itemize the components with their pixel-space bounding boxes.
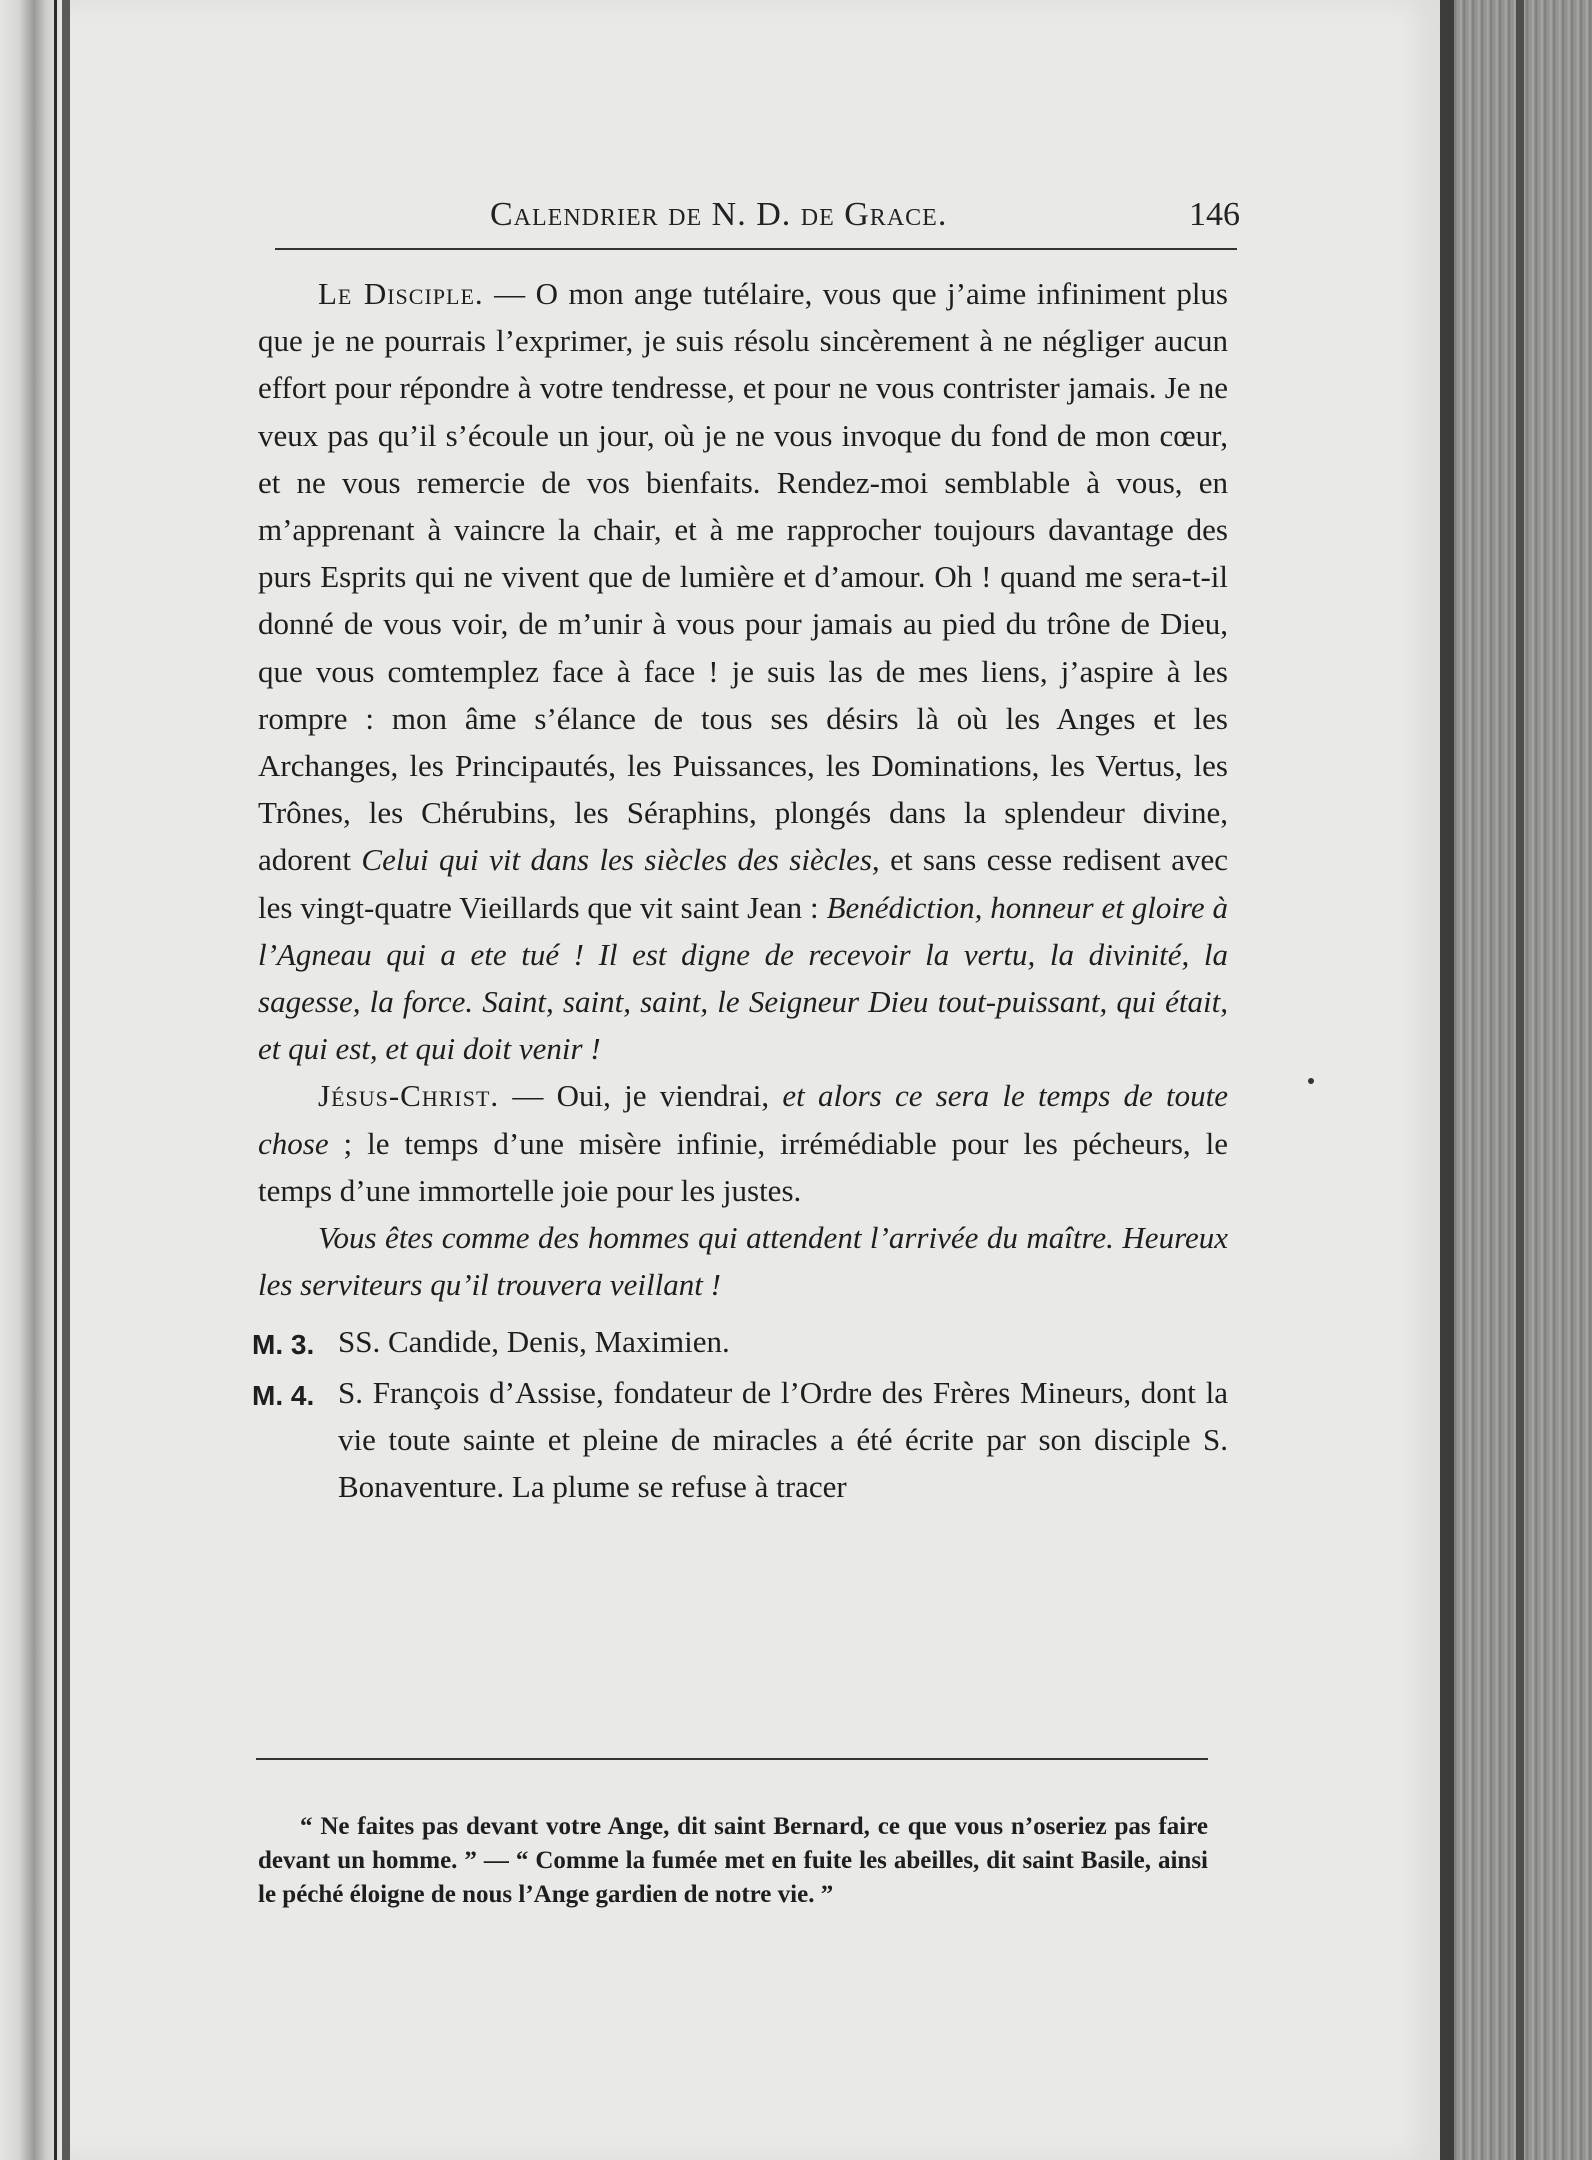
page-header bbox=[270, 192, 1240, 252]
page-number: 146 bbox=[1189, 196, 1240, 233]
entry-text: SS. Candide, Denis, Maximien. bbox=[338, 1324, 730, 1360]
calendar-entry bbox=[252, 1318, 1228, 1368]
ink-speck bbox=[1308, 1078, 1314, 1084]
jesus-italic-1: et alors ce sera le temps de toute chose bbox=[258, 1078, 1228, 1161]
header-rule bbox=[275, 248, 1237, 250]
jesus-speaker: Jésus-Christ. bbox=[318, 1078, 500, 1114]
jesus-text-2: ; le temps d’une misère infinie, irrémédiable pour les pécheurs, le temps d’une immortelle joie pour les justes. bbox=[258, 1125, 1228, 1208]
running-title: Calendrier de N. D. de Grace. bbox=[490, 196, 948, 233]
main-text bbox=[252, 270, 1228, 1510]
footnote: “ Ne faites pas devant votre Ange, dit saint Bernard, ce que vous n’oseriez pas faire devant un homme. ” — “ Comme la fumée met en fuite les abeilles, dit saint Basile, ainsi le péché éloigne de nous l’Ange gardien de notre vie. ” bbox=[258, 1813, 1208, 1908]
calendar-entries bbox=[252, 1318, 1228, 1510]
jesus-text-1: — Oui, je viendrai, bbox=[499, 1078, 783, 1114]
disciple-paragraph bbox=[258, 270, 1228, 1072]
entry-text: S. François d’Assise, fondateur de l’Ordre des Frères Mineurs, dont la vie toute sainte et pleine de miracles a été écrite par son disciple S. Bonaventure. La plume se refuse à tracer bbox=[338, 1374, 1228, 1505]
book-page-edges bbox=[1440, 0, 1592, 2160]
footnote-rule bbox=[256, 1758, 1208, 1760]
closing-verse: Vous êtes comme des hommes qui attendent l’arrivée du maître. Heureux les serviteurs qu’il trouvera veillant ! bbox=[258, 1220, 1228, 1303]
entry-date: M. 3. bbox=[252, 1329, 315, 1361]
disciple-italic-2: Benédiction, honneur et gloire à l’Agneau qui a ete tué ! Il est digne de recevoir la vertu, la divinité, la sagesse, la force. Saint, saint, saint, le Seigneur Dieu tout-puissant, qui était, et qui est, et qui doit venir ! bbox=[258, 889, 1228, 1067]
disciple-text-1: — O mon ange tutélaire, vous que j’aime infiniment plus que je ne pourrais l’exprimer, je suis résolu sincèrement à ne négliger aucun effort pour répondre à votre tendresse, et pour ne vous contrister jamais. Je ne veux pas qu’il s’écoule un jour, où je ne vous invoque du fond de mon cœur, et ne vous remercie de vos bienfaits. Rendez-moi semblable à vous, en m’apprenant à vaincre la chair, et à me rapprocher toujours davantage des purs Esprits qui ne vivent que de lumière et d’amour. Oh ! quand me sera-t-il donné de vous voir, de m’unir à vous pour jamais au pied du trône de Dieu, que vous comtemplez face à face ! je suis las de mes liens, j’aspire à les rompre : mon âme s’élance de tous ses désirs là où les Anges et les Archanges, les Principautés, les Puissances, les Dominations, les Vertus, les Trônes, les Chérubins, les Séraphins, plongés dans la splendeur divine, adorent bbox=[258, 276, 1228, 878]
calendar-entry bbox=[252, 1369, 1228, 1511]
disciple-italic-1: Celui qui vit dans les siècles des siècles, bbox=[361, 842, 880, 878]
disciple-text-2: et sans cesse redisent avec les vingt-quatre Vieillards que vit saint Jean : bbox=[258, 842, 1228, 925]
entry-date: M. 4. bbox=[252, 1379, 315, 1411]
jesus-paragraph bbox=[258, 1072, 1228, 1214]
left-page-margin bbox=[0, 0, 62, 2160]
disciple-speaker: Le Disciple. bbox=[318, 276, 484, 311]
